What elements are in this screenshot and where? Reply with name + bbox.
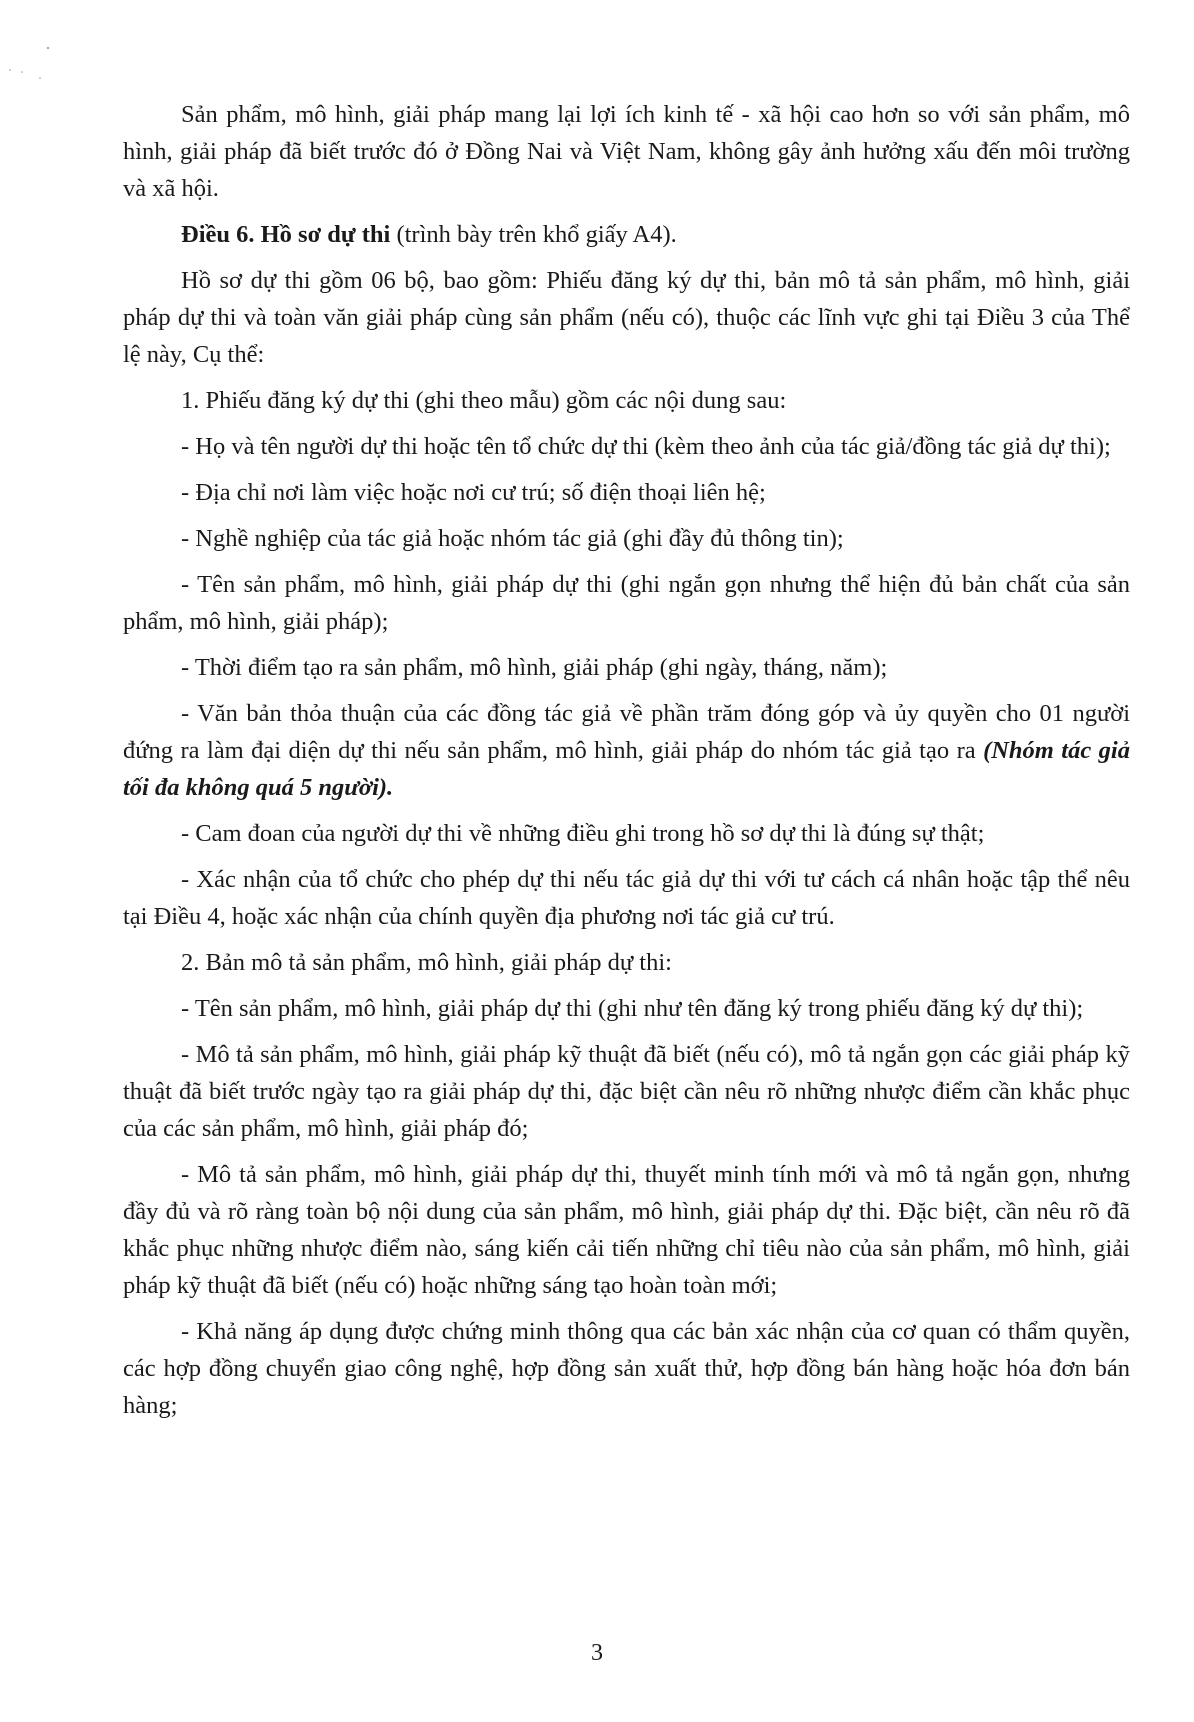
paragraph: 2. Bản mô tả sản phẩm, mô hình, giải pháp dự thi: — [181, 949, 672, 976]
list-item: - Văn bản thỏa thuận của các đồng tác giả về phần trăm đóng góp và ủy quyền cho 01 người đứng ra làm đại diện dự thi nếu sản phẩm, mô hình, giải pháp do nhóm tác giả tạo ra (Nhóm tác giả tối đa không quá 5 người). — [123, 700, 1130, 801]
list-item: - Nghề nghiệp của tác giả hoặc nhóm tác giả (ghi đầy đủ thông tin); — [181, 525, 844, 552]
list-item: - Thời điểm tạo ra sản phẩm, mô hình, giải pháp (ghi ngày, tháng, năm); — [181, 654, 888, 681]
paragraph: Sản phẩm, mô hình, giải pháp mang lại lợi ích kinh tế - xã hội cao hơn so với sản phẩm, mô hình, giải pháp đã biết trước đó ở Đồng Nai và Việt Nam, không gây ảnh hưởng xấu đến môi trường và xã hội. — [123, 101, 1130, 202]
list-item: - Xác nhận của tổ chức cho phép dự thi nếu tác giả dự thi với tư cách cá nhân hoặc tập thể nêu tại Điều 4, hoặc xác nhận của chính quyền địa phương nơi tác giả cư trú. — [123, 866, 1130, 930]
list-item: - Địa chỉ nơi làm việc hoặc nơi cư trú; số điện thoại liên hệ; — [181, 479, 766, 506]
paragraph: 1. Phiếu đăng ký dự thi (ghi theo mẫu) gồm các nội dung sau: — [181, 387, 787, 414]
article-6-paragraph: Điều 6. Hồ sơ dự thi (trình bày trên khổ giấy A4). — [181, 221, 677, 248]
list-item: - Cam đoan của người dự thi về những điều ghi trong hồ sơ dự thi là đúng sự thật; — [181, 820, 985, 847]
list-item: - Họ và tên người dự thi hoặc tên tổ chức dự thi (kèm theo ảnh của tác giả/đồng tác giả dự thi); — [181, 433, 1111, 460]
article-heading: Điều 6. Hồ sơ dự thi — [181, 221, 391, 248]
document-body — [123, 96, 1130, 1424]
emphasis-text: (Nhóm tác giả tối đa không quá 5 người). — [123, 737, 1130, 801]
scan-specks — [0, 0, 120, 120]
list-item: - Mô tả sản phẩm, mô hình, giải pháp dự thi, thuyết minh tính mới và mô tả ngắn gọn, nhưng đầy đủ và rõ ràng toàn bộ nội dung của sản phẩm, mô hình, giải pháp dự thi. Đặc biệt, cần nêu rõ đã khắc phục những nhược điểm nào, sáng kiến cải tiến những chỉ tiêu nào của sản phẩm, mô hình, giải pháp kỹ thuật đã biết (nếu có) hoặc những sáng tạo hoàn toàn mới; — [123, 1161, 1130, 1299]
paragraph: Hồ sơ dự thi gồm 06 bộ, bao gồm: Phiếu đăng ký dự thi, bản mô tả sản phẩm, mô hình, giải pháp dự thi và toàn văn giải pháp cùng sản phẩm (nếu có), thuộc các lĩnh vực ghi tại Điều 3 của Thể lệ này, Cụ thể: — [123, 267, 1130, 368]
list-item: - Tên sản phẩm, mô hình, giải pháp dự thi (ghi ngắn gọn nhưng thể hiện đủ bản chất của sản phẩm, mô hình, giải pháp); — [123, 571, 1130, 635]
list-item: - Tên sản phẩm, mô hình, giải pháp dự thi (ghi như tên đăng ký trong phiếu đăng ký dự thi); — [181, 995, 1084, 1022]
list-item: - Mô tả sản phẩm, mô hình, giải pháp kỹ thuật đã biết (nếu có), mô tả ngắn gọn các giải pháp kỹ thuật đã biết trước ngày tạo ra giải pháp dự thi, đặc biệt cần nêu rõ những nhược điểm cần khắc phục của các sản phẩm, mô hình, giải pháp đó; — [123, 1041, 1130, 1142]
page-number: 3 — [591, 1640, 603, 1666]
list-item: - Khả năng áp dụng được chứng minh thông qua các bản xác nhận của cơ quan có thẩm quyền, các hợp đồng chuyển giao công nghệ, hợp đồng sản xuất thử, hợp đồng bán hàng hoặc hóa đơn bán hàng; — [123, 1318, 1130, 1419]
